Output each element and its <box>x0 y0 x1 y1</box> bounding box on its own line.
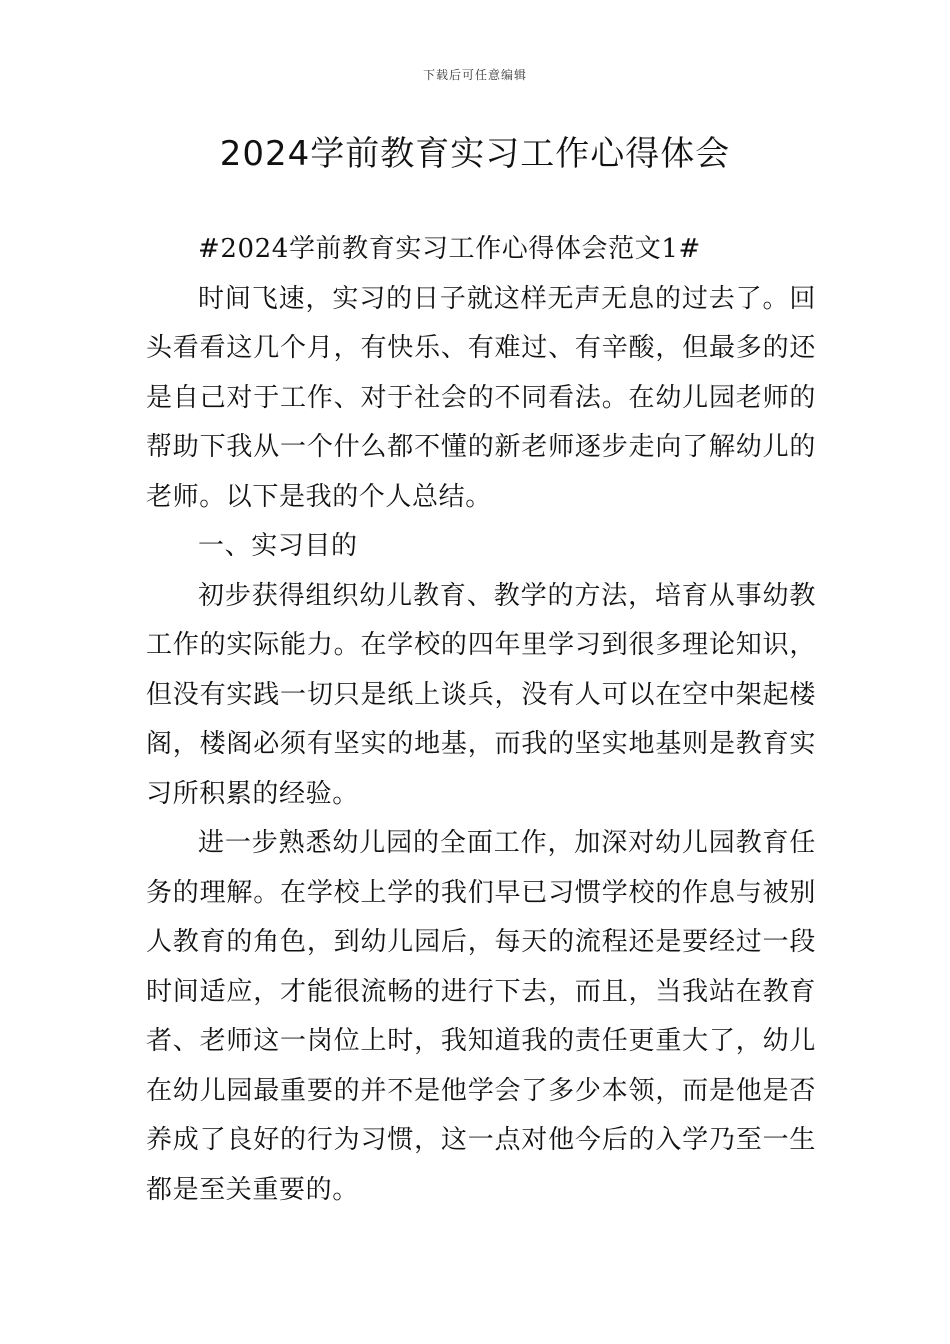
paragraph-purpose-2: 进一步熟悉幼儿园的全面工作，加深对幼儿园教育任务的理解。在学校上学的我们早已习惯学校的作息与被别人教育的角色，到幼儿园后，每天的流程还是要经过一段时间适应，才能很流畅的进行下去，而且，当我站在教育者、老师这一岗位上时，我知道我的责任更重大了，幼儿在幼儿园最重要的并不是他学会了多少本领，而是他是否养成了良好的行为习惯，这一点对他今后的入学乃至一生都是至关重要的。 <box>146 828 816 1205</box>
header-note: 下载后可任意编辑 <box>422 68 527 82</box>
document-title: 2024学前教育实习工作心得体会 <box>219 134 731 174</box>
paragraph-intro: 时间飞速，实习的日子就这样无声无息的过去了。回头看看这几个月，有快乐、有难过、有辛酸，但最多的还是自己对于工作、对于社会的不同看法。在幼儿园老师的帮助下我从一个什么都不懂的新老师逐步走向了解幼儿的老师。以下是我的个人总结。 <box>146 283 816 512</box>
section-heading-sample: #2024学前教育实习工作心得体会范文1# <box>198 234 701 264</box>
document-body <box>146 225 816 1215</box>
paragraph-purpose-1: 初步获得组织幼儿教育、教学的方法，培育从事幼教工作的实际能力。在学校的四年里学习到很多理论知识，但没有实践一切只是纸上谈兵，没有人可以在空中架起楼阁，楼阁必须有坚实的地基，而我的坚实地基则是教育实习所积累的经验。 <box>146 580 816 809</box>
section-heading-purpose: 一、实习目的 <box>198 531 358 561</box>
